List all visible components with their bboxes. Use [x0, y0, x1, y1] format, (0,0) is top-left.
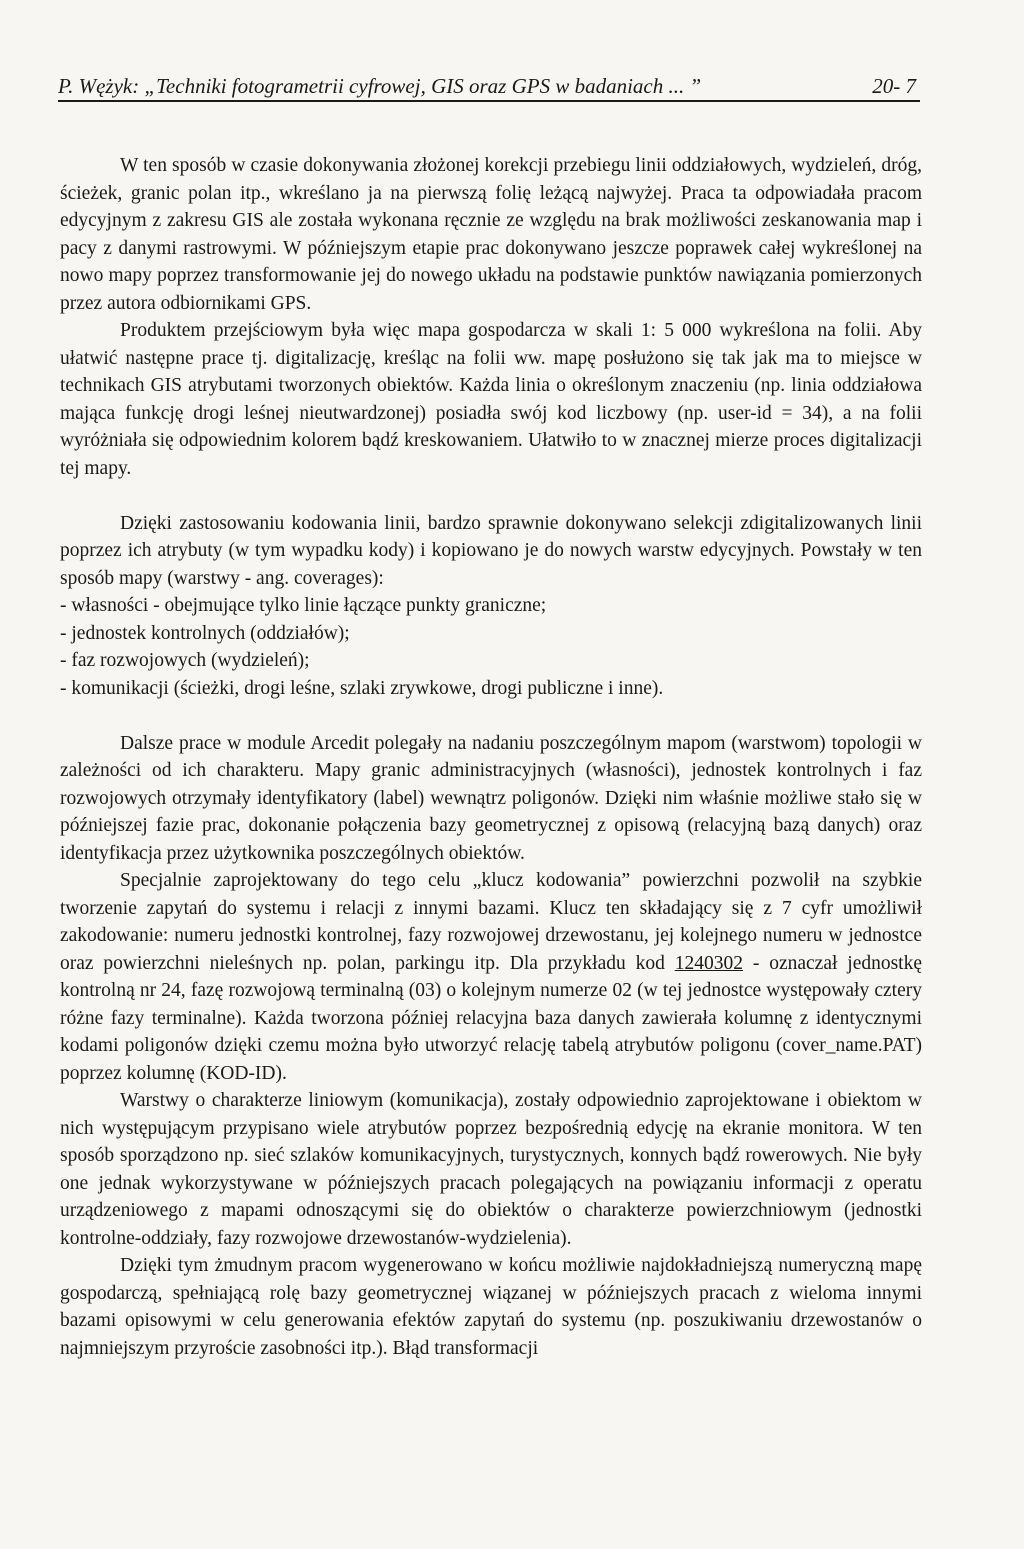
- coverage-list: [60, 592, 922, 702]
- paragraph-5-part-b: - oznaczał jednostkę kontrolną nr 24, fazę rozwojową terminalną (03) o kolejnym numerze 02 (w tej jednostce występowały cztery różne fazy terminalne). Każda tworzona później relacyjna baza danych zawierała kolumnę z identycznymi kodami poligonów dzięki czemu można było utworzyć relację tabelą atrybutów poligonu (cover_name.PAT) poprzez kolumnę (KOD-ID).: [60, 952, 923, 1084]
- paragraph-3: Dzięki zastosowaniu kodowania linii, bardzo sprawnie dokonywano selekcji zdigitalizowanych linii poprzez ich atrybuty (w tym wypadku kody) i kopiowano je do nowych warstw edycyjnych. Powstały w ten sposób mapy (warstwy - ang. coverages):: [60, 512, 922, 589]
- paragraph-gap: [60, 702, 922, 730]
- document-body: [60, 152, 922, 1362]
- paragraph-4: Dalsze prace w module Arcedit polegały na nadaniu poszczególnym mapom (warstwom) topologii w zależności od ich charakteru. Mapy granic administracyjnych (własności), jednostek kontrolnych i faz rozwojowych otrzymały identyfikatory (label) wewnątrz poligonów. Dzięki nim właśnie możliwe stało się w późniejszej fazie prac, dokonanie połączenia bazy geometrycznej z opisową (relacyjną bazą danych) oraz identyfikacja przez użytkownika poszczególnych obiektów.: [60, 732, 922, 864]
- paragraph-5-part-a: Specjalnie zaprojektowany do tego celu „klucz kodowania” powierzchni pozwolił na szybkie tworzenie zapytań do systemu i relacji z innymi bazami. Klucz ten składający się z 7 cyfr umożliwił zakodowanie: numeru jednostki kontrolnej, fazy rozwojowej drzewostanu, jej kolejnego numeru w jednostce oraz powierzchni nieleśnych np. polan, parkingu itp. Dla przykładu kod: [60, 870, 922, 974]
- paragraph-1: W ten sposób w czasie dokonywania złożonej korekcji przebiegu linii oddziałowych, wydzieleń, dróg, ścieżek, granic polan itp., wkreślano ja na pierwszą folię leżącą najwyżej. Praca ta odpowiadała pracom edycyjnym z zakresu GIS ale została wykonana ręcznie ze względu na brak możliwości zeskanowania map i pacy z danymi rastrowymi. W późniejszym etapie prac dokonywano jeszcze poprawek całej wykreślonej na nowo mapy poprzez transformowanie jej do nowego układu na podstawie punktów nawiązania pomierzonych przez autora odbiornikami GPS.: [60, 155, 922, 314]
- example-code: 1240302: [674, 952, 743, 974]
- list-item: - komunikacji (ścieżki, drogi leśne, szlaki zrywkowe, drogi publiczne i inne).: [60, 677, 664, 699]
- list-item: - własności - obejmujące tylko linie łączące punkty graniczne;: [60, 595, 547, 616]
- list-item: - jednostek kontrolnych (oddziałów);: [60, 622, 350, 644]
- running-header: [58, 60, 920, 102]
- paragraph-gap: [60, 482, 922, 510]
- header-title: P. Wężyk: „Techniki fotogrametrii cyfrowej, GIS oraz GPS w badaniach ... ”: [58, 74, 702, 98]
- paragraph-7: Dzięki tym żmudnym pracom wygenerowano w końcu możliwie najdokładniejszą numeryczną mapę gospodarczą, spełniającą rolę bazy geometrycznej wiązanej w późniejszych pracach z wieloma innymi bazami opisowymi w celu generowania efektów zapytań do systemu (np. poszukiwaniu drzewostanów o najmniejszym przyroście zasobności itp.). Błąd transformacji: [60, 1255, 922, 1359]
- list-item: - faz rozwojowych (wydzieleń);: [60, 650, 310, 671]
- paragraph-5: [60, 867, 922, 1087]
- page-number: 20- 7: [872, 74, 916, 98]
- paragraph-2: Produktem przejściowym była więc mapa gospodarcza w skali 1: 5 000 wykreślona na folii. Aby ułatwić następne prace tj. digitalizację, kreśląc na folii ww. mapę posłużono się tak jak ma to miejsce w technikach GIS atrybutami tworzonych obiektów. Każda linia o określonym znaczeniu (np. linia oddziałowa mająca funkcję drogi leśnej nieutwardzonej) posiadła swój kod liczbowy (np. user-id = 34), a na folii wyróżniała się odpowiednim kolorem bądź kreskowaniem. Ułatwiło to w znacznej mierze proces digitalizacji tej mapy.: [60, 320, 922, 479]
- paragraph-6: Warstwy o charakterze liniowym (komunikacja), zostały odpowiednio zaprojektowane i obiektom w nich występującym przypisano wiele atrybutów poprzez bezpośrednią edycję na ekranie monitora. W ten sposób sporządzono np. sieć szlaków komunikacyjnych, turystycznych, konnych bądź rowerowych. Nie były one jednak wykorzystywane w późniejszych pracach polegających na powiązaniu informacji z operatu urządzeniowego z mapami odnoszącymi się do obiektów o charakterze powierzchniowym (jednostki kontrolne-oddziały, fazy rozwojowe drzewostanów-wydzielenia).: [60, 1090, 922, 1249]
